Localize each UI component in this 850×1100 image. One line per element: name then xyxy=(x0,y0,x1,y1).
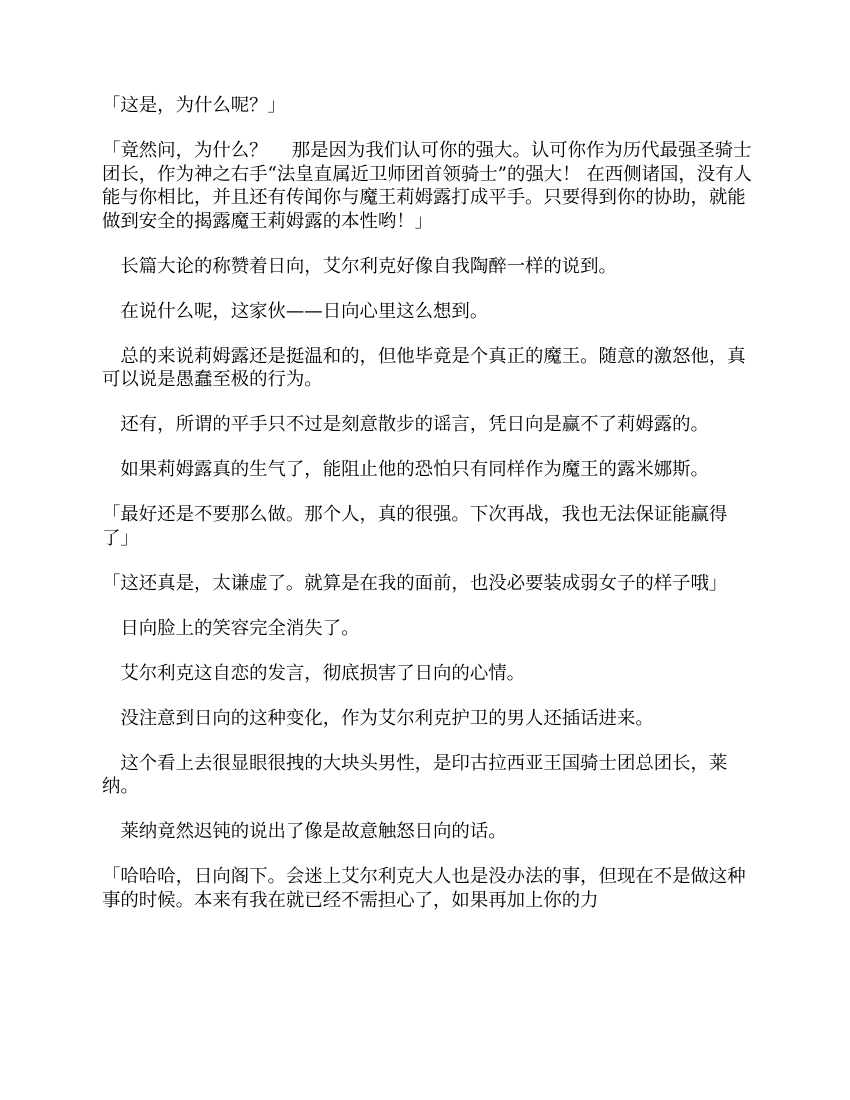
paragraph: 在说什么呢，这家伙——日向心里这么想到。 xyxy=(102,300,489,322)
paragraph: 总的来说莉姆露还是挺温和的，但他毕竟是个真正的魔王。随意的激怒他，真可以说是愚蠢至极的行为。 xyxy=(102,345,746,390)
paragraph: 日向脸上的笑容完全消失了。 xyxy=(102,617,360,639)
paragraph: 艾尔利克这自恋的发言，彻底损害了日向的心情。 xyxy=(102,662,525,684)
paragraph: 没注意到日向的这种变化，作为艾尔利克护卫的男人还插话进来。 xyxy=(102,707,654,729)
paragraph: 长篇大论的称赞着日向，艾尔利克好像自我陶醉一样的说到。 xyxy=(102,255,617,277)
paragraph: 「这是，为什么呢？」 xyxy=(102,95,286,116)
paragraph: 「最好还是不要那么做。那个人，真的很强。下次再战，我也无法保证能赢得了」 xyxy=(102,504,728,549)
paragraph: 如果莉姆露真的生气了，能阻止他的恐怕只有同样作为魔王的露米娜斯。 xyxy=(102,459,709,480)
body-text xyxy=(102,94,754,934)
paragraph: 莱纳竟然迟钝的说出了像是故意触怒日向的话。 xyxy=(102,821,507,842)
paragraph: 还有，所谓的平手只不过是刻意散步的谣言，凭日向是赢不了莉姆露的。 xyxy=(102,414,709,435)
paragraph: 「哈哈哈，日向阁下。会迷上艾尔利克大人也是没办法的事，但现在不是做这种事的时候。本来有我在就已经不需担心了，如果再加上你的力 xyxy=(102,866,746,911)
paragraph: 「竟然问，为什么？ 那是因为我们认可你的强大。认可你作为历代最强圣骑士团长，作为神之右手“法皇直属近卫师团首领骑士”的强大！ 在西侧诸国，没有人能与你相比，并且还有传闻你与魔王莉姆露打成平手。只要得到你的协助，就能做到安全的揭露魔王莉姆露的本性哟！」 xyxy=(102,140,752,232)
paragraph: 这个看上去很显眼很拽的大块头男性，是印古拉西亚王国骑士团总团长，莱纳。 xyxy=(102,752,728,797)
paragraph: 「这还真是，太谦虚了。就算是在我的面前，也没必要装成弱女子的样子哦」 xyxy=(102,572,728,594)
